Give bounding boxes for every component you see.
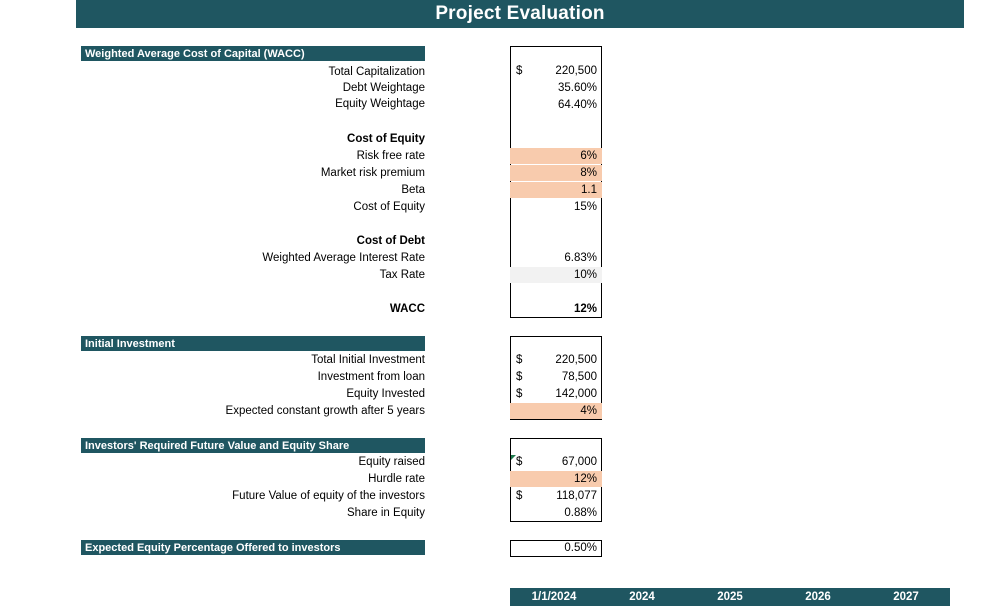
- section-header-investors: Investors' Required Future Value and Equity Share: [81, 438, 425, 453]
- label-future-value-of-equity: Future Value of equity of the investors: [232, 490, 425, 502]
- currency-symbol: $: [516, 65, 523, 77]
- value-tax-rate[interactable]: 10%: [510, 267, 602, 283]
- value-wacc[interactable]: 12%: [573, 303, 597, 315]
- label-market-risk-premium: Market risk premium: [320, 167, 425, 179]
- value-text: 118,077: [556, 490, 597, 502]
- value-debt-weightage[interactable]: 35.60%: [557, 82, 597, 94]
- value-expected-equity-percentage[interactable]: 0.50%: [564, 542, 597, 554]
- page-title: Project Evaluation: [76, 0, 964, 28]
- year-cell-3: 2026: [805, 591, 831, 603]
- label-cost-of-debt-heading: Cost of Debt: [356, 235, 425, 247]
- value-market-risk-premium[interactable]: 8%: [510, 165, 602, 181]
- year-header-bar: [510, 588, 950, 606]
- value-total-capitalization[interactable]: [510, 63, 602, 79]
- comment-indicator-icon: [511, 455, 516, 460]
- value-equity-invested[interactable]: [510, 386, 602, 402]
- label-cost-of-equity-heading: Cost of Equity: [347, 133, 425, 145]
- label-debt-weightage: Debt Weightage: [342, 82, 425, 94]
- value-text: 220,500: [555, 65, 597, 77]
- value-text: 220,500: [555, 354, 597, 366]
- value-share-in-equity[interactable]: 0.88%: [564, 507, 597, 519]
- value-future-value-of-equity[interactable]: [510, 488, 602, 504]
- value-beta[interactable]: 1.1: [510, 182, 602, 198]
- value-equity-weightage[interactable]: 64.40%: [557, 99, 597, 111]
- value-expected-constant-growth[interactable]: 4%: [510, 403, 602, 419]
- year-cell-1: 2024: [629, 591, 655, 603]
- currency-symbol: $: [516, 490, 523, 502]
- value-total-initial-investment[interactable]: [510, 352, 602, 368]
- value-equity-raised[interactable]: [510, 454, 602, 470]
- value-investment-from-loan[interactable]: [510, 369, 602, 385]
- label-risk-free-rate: Risk free rate: [356, 150, 425, 162]
- year-cell-0: 1/1/2024: [531, 591, 577, 603]
- label-beta: Beta: [401, 184, 425, 196]
- label-equity-invested: Equity Invested: [346, 388, 425, 400]
- label-investment-from-loan: Investment from loan: [317, 371, 425, 383]
- currency-symbol: $: [516, 456, 523, 468]
- currency-symbol: $: [516, 388, 523, 400]
- label-tax-rate: Tax Rate: [379, 269, 425, 281]
- value-text: 67,000: [561, 456, 597, 468]
- currency-symbol: $: [516, 371, 523, 383]
- value-cost-of-equity[interactable]: 15%: [573, 201, 597, 213]
- label-share-in-equity: Share in Equity: [347, 507, 425, 519]
- section-header-expected-equity: Expected Equity Percentage Offered to investors: [81, 540, 425, 555]
- value-text: 78,500: [561, 371, 597, 383]
- label-expected-constant-growth: Expected constant growth after 5 years: [225, 405, 425, 417]
- label-cost-of-equity-value: Cost of Equity: [353, 201, 425, 213]
- year-cell-4: 2027: [893, 591, 919, 603]
- label-equity-raised: Equity raised: [358, 456, 425, 468]
- label-hurdle-rate: Hurdle rate: [368, 473, 425, 485]
- label-total-initial-investment: Total Initial Investment: [311, 354, 425, 366]
- label-total-capitalization: Total Capitalization: [328, 66, 425, 78]
- label-weighted-average-interest-rate: Weighted Average Interest Rate: [262, 252, 425, 264]
- value-weighted-average-interest-rate[interactable]: 6.83%: [564, 252, 597, 264]
- currency-symbol: $: [516, 354, 523, 366]
- value-risk-free-rate[interactable]: 6%: [510, 148, 602, 164]
- section-header-initial-investment: Initial Investment: [81, 336, 425, 351]
- year-cell-2: 2025: [717, 591, 743, 603]
- value-text: 142,000: [555, 388, 597, 400]
- label-equity-weightage: Equity Weightage: [335, 98, 425, 110]
- section-header-wacc: Weighted Average Cost of Capital (WACC): [81, 46, 425, 61]
- value-hurdle-rate[interactable]: 12%: [510, 471, 602, 487]
- label-wacc: WACC: [389, 303, 425, 315]
